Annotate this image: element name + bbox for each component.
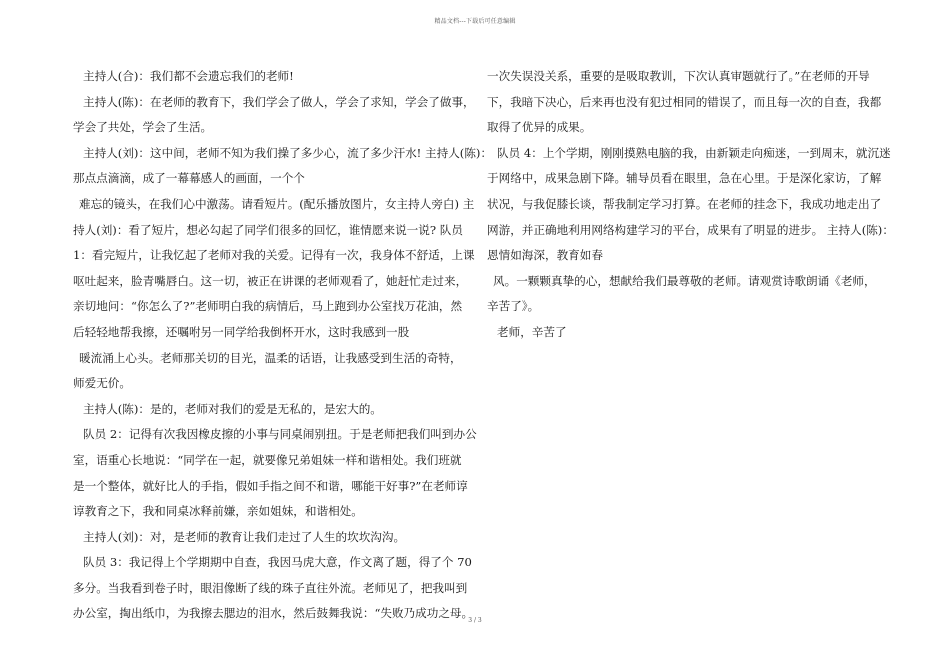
text-line: 老师，辛苦了 (497, 324, 567, 339)
text-line: 办公室，掏出纸巾，为我擦去腮边的泪水，然后鼓舞我说：“失败乃成功之母。 (73, 606, 474, 621)
text-line: 师爱无价。 (73, 376, 131, 391)
text-line: 主持人(陈)：在老师的教育下，我们学会了做人，学会了求知，学会了做事， (83, 94, 475, 109)
text-line: 主持人(刘)：这中间，老师不知为我们操了多少心，流了多少汗水! 主持人(陈)： (83, 145, 493, 160)
text-line: 多分。当我看到卷子时，眼泪像断了线的珠子直往外流。老师见了，把我叫到 (73, 580, 468, 595)
text-line: 难忘的镜头，在我们心中激荡。请看短片。(配乐播放图片，女主持人旁白) 主 (79, 196, 475, 211)
text-line: 下，我暗下决心，后来再也没有犯过相同的错误了，而且每一次的自查，我都 (487, 94, 882, 109)
text-line: 队员 4：上个学期，刚刚摸熟电脑的我，由新颖走向痴迷，一到周末，就沉迷 (497, 145, 891, 160)
text-line: 取得了优异的成果。 (487, 120, 592, 135)
page-header: 精品文档---下载后可任意编辑 (434, 18, 516, 25)
text-line: 状况，与我促膝长谈，帮我制定学习打算。在老师的挂念下，我成功地走出了 (487, 196, 882, 211)
text-line: 队员 2：记得有次我因橡皮擦的小事与同桌闹别扭。于是老师把我们叫到办公 (83, 427, 477, 442)
text-line: 风。一颗颗真挚的心，想献给我们最尊敬的老师。请观赏诗歌朗诵《老师， (493, 273, 876, 288)
text-line: 那点点滴滴，成了一幕幕感人的画面，一个个 (73, 171, 305, 186)
text-line: 一次失误没关系，重要的是吸取教训，下次认真审题就行了。”在老师的开导 (487, 69, 870, 83)
text-line: 学会了共处，学会了生活。 (73, 120, 213, 135)
text-line: 亲切地问：“你怎么了?”老师明白我的病情后，马上跑到办公室找万花油，然 (73, 299, 463, 314)
page-number: 3 / 3 (468, 617, 482, 624)
text-line: 暖流涌上心头。老师那关切的目光，温柔的话语，让我感受到生活的奇特， (79, 350, 462, 365)
text-line: 主持人(陈)：是的，老师对我们的爱是无私的，是宏大的。 (83, 401, 382, 416)
text-line: 1：看完短片，让我忆起了老师对我的关爱。记得有一次，我身体不舒适，上课 (73, 248, 475, 263)
text-line: 主持人(合)：我们都不会遗忘我们的老师! (83, 69, 294, 83)
text-line: 网游，并正确地利用网络构建学习的平台，成果有了明显的进步。 主持人(陈)： (487, 222, 894, 237)
text-line: 主持人(刘)：对，是老师的教育让我们走过了人生的坎坎沟沟。 (83, 529, 406, 544)
text-line: 队员 3：我记得上个学期期中自查，我因马虎大意，作文离了题，得了个 70 (83, 555, 472, 570)
text-line: 是一个整体，就好比人的手指，假如手指之间不和谐，哪能干好事?”在老师谆 (73, 478, 468, 493)
text-line: 后轻轻地帮我擦，还嘱咐另一同学给我倒杯开水，这时我感到一股 (73, 324, 410, 339)
text-line: 于网络中，成果急剧下降。辅导员看在眼里，急在心里。于是深化家访，了解 (487, 171, 882, 186)
right-column (487, 64, 894, 346)
text-line: 室，语重心长地说：“同学在一起，就要像兄弟姐妹一样和谐相处。我们班就 (73, 452, 462, 467)
text-line: 呕吐起来，脸青嘴唇白。这一切，被正在讲课的老师观看了，她赶忙走过来， (73, 273, 468, 288)
text-line: 持人(刘)：看了短片，想必勾起了同学们很多的回忆，谁情愿来说一说? 队员 (73, 222, 463, 237)
text-line: 辛苦了》。 (487, 299, 540, 314)
text-line: 恩情如海深，教育如春 (487, 248, 603, 263)
text-line: 谆教育之下，我和同桌冰释前嫌，亲如姐妹，和谐相处。 (73, 504, 363, 519)
